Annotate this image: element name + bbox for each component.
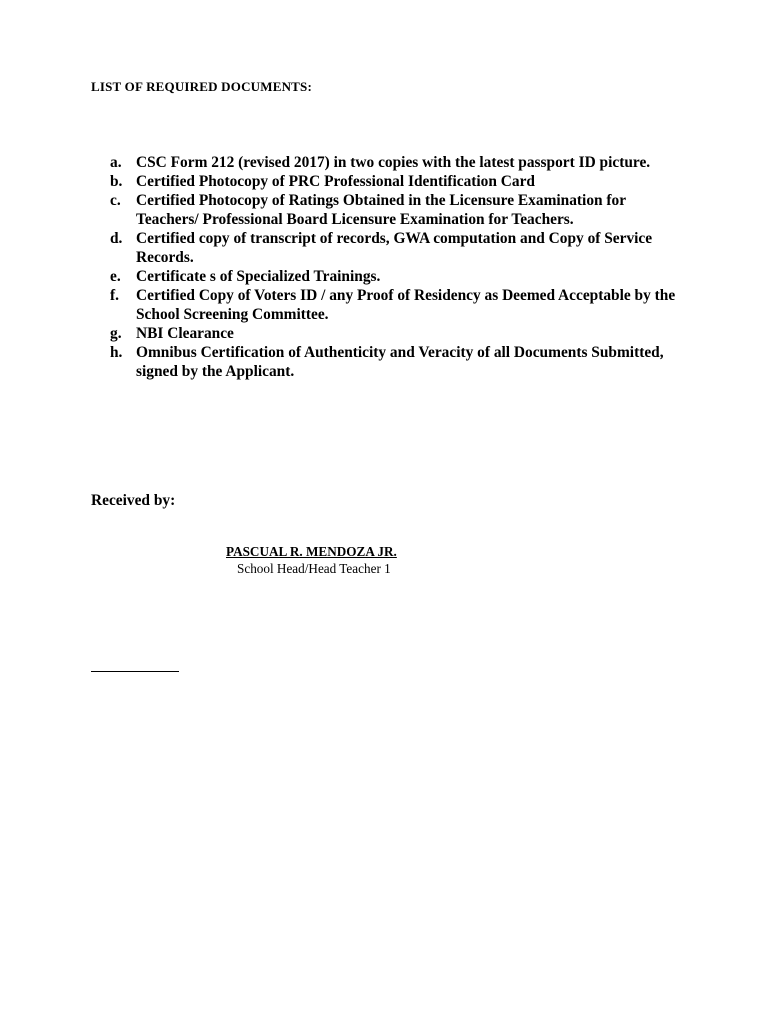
list-item — [110, 324, 690, 343]
list-item-marker: e. — [110, 268, 121, 285]
list-item — [110, 343, 690, 381]
list-item-marker: d. — [110, 230, 123, 247]
document-heading: LIST OF REQUIRED DOCUMENTS: — [91, 79, 313, 94]
list-item-text: NBI Clearance — [136, 325, 234, 342]
list-item — [110, 267, 690, 286]
list-item-marker: h. — [110, 344, 123, 361]
list-item-text: Certified Photocopy of PRC Professional Identification Card — [136, 173, 535, 190]
list-item-marker: f. — [110, 287, 119, 304]
list-item-text: Certificate s of Specialized Trainings. — [136, 268, 381, 285]
list-item — [110, 172, 690, 191]
list-item — [110, 286, 690, 324]
list-item-text: Certified copy of transcript of records, GWA computation and Copy of Service Records. — [136, 230, 653, 266]
list-item — [110, 153, 690, 172]
list-item-text: CSC Form 212 (revised 2017) in two copies with the latest passport ID picture. — [136, 154, 651, 171]
signature-blank-line — [91, 671, 179, 672]
list-item — [110, 191, 690, 229]
list-item-text: Certified Photocopy of Ratings Obtained in the Licensure Examination for Teachers/ Professional Board Licensure Examination for Teachers. — [136, 192, 626, 228]
list-item-marker: g. — [110, 325, 122, 342]
required-documents-list — [110, 153, 690, 381]
list-item-text: Omnibus Certification of Authenticity and Veracity of all Documents Submitted, signed by the Applicant. — [136, 344, 664, 380]
received-by-label: Received by: — [91, 492, 176, 509]
signatory-name: PASCUAL R. MENDOZA JR. — [226, 544, 397, 559]
list-item-marker: a. — [110, 154, 122, 171]
list-item-marker: c. — [110, 192, 121, 209]
list-item-marker: b. — [110, 173, 123, 190]
list-item — [110, 229, 690, 267]
list-item-text: Certified Copy of Voters ID / any Proof of Residency as Deemed Acceptable by the School Screening Committee. — [136, 287, 676, 323]
signatory-title: School Head/Head Teacher 1 — [237, 561, 391, 576]
